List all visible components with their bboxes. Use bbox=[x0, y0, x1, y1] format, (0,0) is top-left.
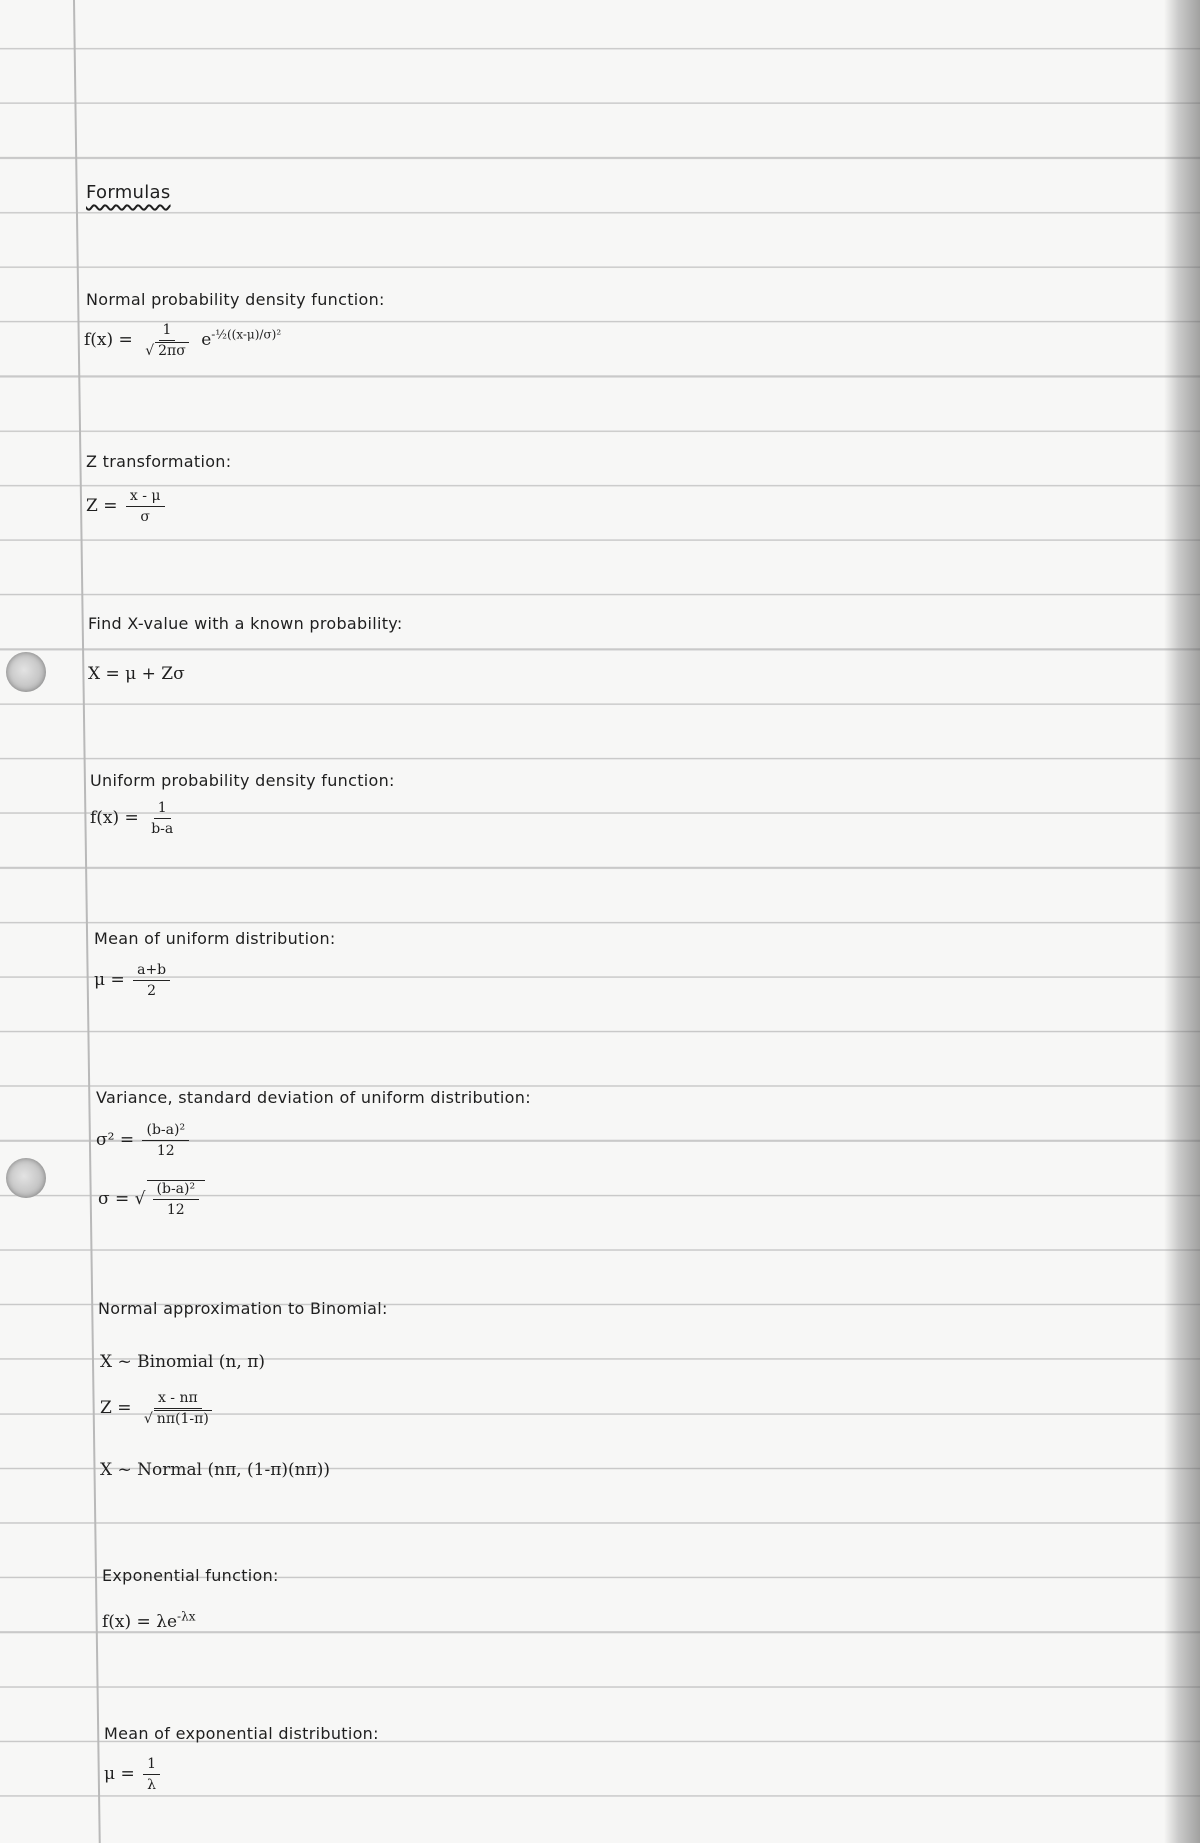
normal-pdf-lhs: f(x) = bbox=[84, 330, 133, 350]
normal-pdf-equation bbox=[84, 322, 281, 359]
exp-mean-fraction bbox=[143, 1756, 160, 1793]
uniform-mean-equation bbox=[94, 962, 173, 999]
normal-pdf-fraction: $\frac{1}{√ 2\pi\sigma}$ bbox=[141, 322, 193, 359]
uniform-mean-lhs: μ = bbox=[94, 970, 125, 990]
x-value-label: Find X-value with a known probability: bbox=[88, 614, 403, 633]
normal-approx-z-lhs: Z = bbox=[100, 1398, 132, 1418]
uniform-mean-label: Mean of uniform distribution: bbox=[94, 929, 336, 948]
exp-mean-label: Mean of exponential distribution: bbox=[104, 1724, 379, 1743]
uniform-mean-fraction bbox=[133, 962, 170, 999]
normal-pdf-base: e bbox=[201, 330, 212, 350]
uniform-mean-denominator: 2 bbox=[147, 983, 157, 999]
exp-mean-equation bbox=[104, 1756, 163, 1793]
uniform-variance-fraction bbox=[142, 1122, 189, 1159]
uniform-sd-lhs: σ = bbox=[98, 1189, 130, 1209]
uniform-variance-numerator: (b-a)² bbox=[142, 1122, 189, 1141]
uniform-pdf-label: Uniform probability density function: bbox=[90, 771, 395, 790]
normal-approx-line1: X ~ Binomial (n, π) bbox=[100, 1352, 265, 1372]
z-transform-equation bbox=[86, 488, 168, 525]
uniform-sd-numerator: (b-a)² bbox=[153, 1181, 200, 1200]
z-transform-label: Z transformation: bbox=[86, 452, 232, 471]
uniform-pdf-fraction bbox=[147, 800, 177, 837]
normal-pdf-label: Normal probability density function: bbox=[86, 290, 385, 309]
z-transform-numerator: x - μ bbox=[126, 488, 165, 507]
exp-mean-denominator: λ bbox=[147, 1777, 156, 1793]
uniform-pdf-equation bbox=[90, 800, 180, 837]
exponential-lhs: f(x) = λe bbox=[102, 1612, 178, 1632]
x-value-equation: X = μ + Zσ bbox=[88, 664, 185, 684]
uniform-sd-denominator: 12 bbox=[166, 1202, 185, 1218]
normal-approx-line3: X ~ Normal (nπ, (1-π)(nπ)) bbox=[100, 1460, 331, 1480]
page-edge-shadow bbox=[1164, 0, 1200, 1843]
uniform-mean-numerator: a+b bbox=[133, 962, 170, 981]
uniform-sd-fraction bbox=[153, 1181, 200, 1218]
uniform-sd-equation: σ = √ $\frac{\text{(b-a)²}}{12}$ bbox=[98, 1180, 205, 1218]
exponential-equation bbox=[102, 1609, 196, 1632]
uniform-variance-denominator: 12 bbox=[156, 1143, 175, 1159]
z-transform-fraction bbox=[126, 488, 165, 525]
z-transform-lhs: Z = bbox=[86, 496, 118, 516]
punch-hole bbox=[6, 1158, 46, 1198]
normal-pdf-numerator: 1 bbox=[159, 322, 176, 341]
uniform-pdf-numerator: 1 bbox=[154, 800, 171, 819]
normal-approx-z-equation bbox=[100, 1390, 219, 1427]
uniform-variance-equation bbox=[96, 1122, 192, 1159]
normal-approx-label: Normal approximation to Binomial: bbox=[98, 1299, 388, 1318]
normal-approx-z-fraction: $\frac{x - n\pi}{√ n\pi(1-\pi)}$ bbox=[140, 1390, 216, 1427]
page-title: Formulas bbox=[86, 182, 171, 203]
normal-pdf-denominator: 2πσ bbox=[155, 342, 189, 359]
exponential-exponent: -λx bbox=[177, 1609, 196, 1624]
normal-approx-z-denominator: nπ(1-π) bbox=[154, 1410, 212, 1427]
uniform-pdf-denominator: b-a bbox=[151, 821, 174, 837]
normal-pdf-exponent: -½((x-μ)/σ)² bbox=[211, 327, 282, 342]
z-transform-denominator: σ bbox=[140, 509, 150, 525]
exp-mean-numerator: 1 bbox=[143, 1756, 160, 1775]
exponential-label: Exponential function: bbox=[102, 1566, 279, 1585]
uniform-pdf-lhs: f(x) = bbox=[90, 808, 139, 828]
normal-approx-z-numerator: x - nπ bbox=[154, 1390, 202, 1409]
punch-hole bbox=[6, 652, 46, 692]
exp-mean-lhs: μ = bbox=[104, 1764, 135, 1784]
uniform-variance-label: Variance, standard deviation of uniform distribution: bbox=[96, 1088, 531, 1107]
uniform-variance-lhs: σ² = bbox=[96, 1130, 135, 1150]
